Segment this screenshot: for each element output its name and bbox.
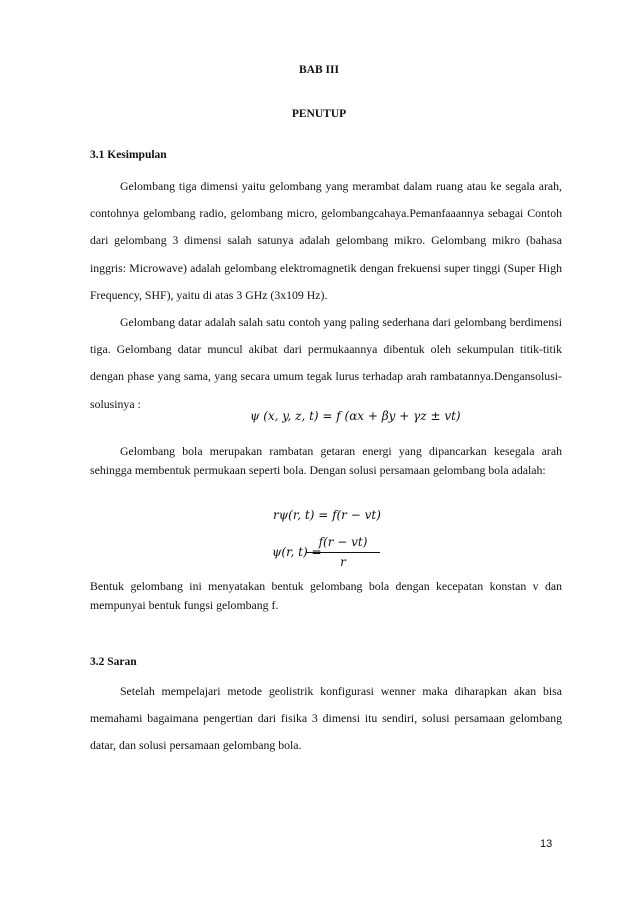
chapter-subtitle: PENUTUP — [291, 108, 347, 120]
section-heading-saran: 3.2 Saran — [90, 656, 137, 668]
page-number: 13 — [540, 838, 553, 850]
section-heading-kesimpulan: 3.1 Kesimpulan — [90, 149, 167, 161]
paragraph-bentuk-gelombang: Bentuk gelombang ini menyatakan bentuk gelombang bola dengan kecepatan konstan v dan mempunyai bentuk fungsi gelombang f. — [90, 579, 562, 612]
paragraph-gelombang-bola: Gelombang bola merupakan rambatan getaran energi yang dipancarkan kesegala arah sehingga membentuk permukaan seperti bola. Dengan solusi persamaan gelombang bola adalah: — [90, 444, 562, 477]
equation-plane-wave: ψ (x, y, z, t) = f (αx + βy + γz ± vt) — [250, 409, 461, 423]
equation-spherical-solution-fraction — [306, 535, 380, 575]
paragraph-gelombang-datar: Gelombang datar adalah salah satu contoh yang paling sederhana dari gelombang berdimensi tiga. Gelombang datar muncul akibat dari permukaannya dibentuk oleh sekumpulan titik-titik dengan phase yang sama, yang secara umum tegak lurus terhadap arah rambatannya.Dengansolusi-solusinya : — [90, 315, 562, 411]
equation-spherical-wave: rψ(r, t) = f(r − vt) — [273, 508, 381, 522]
fraction-bar — [306, 552, 380, 553]
fraction-denominator: r — [340, 555, 346, 569]
fraction-numerator: f(r − vt) — [318, 535, 368, 549]
equation-spherical-solution-lhs: ψ(r, t) = — [272, 545, 322, 559]
paragraph-saran: Setelah mempelajari metode geolistrik konfigurasi wenner maka diharapkan akan bisa memahami bagaimana pengertian dari fisika 3 dimensi itu sendiri, solusi persamaan gelombang datar, dan solusi persamaan gelombang bola. — [90, 684, 562, 753]
chapter-title: BAB III — [299, 64, 339, 76]
paragraph-gelombang-tiga-dimensi: Gelombang tiga dimensi yaitu gelombang yang merambat dalam ruang atau ke segala arah, contohnya gelombang radio, gelombang micro, gelombangcahaya.Pemanfaaannya sebagai Contoh dari gelombang 3 dimensi salah satunya adalah gelombang mikro. Gelombang mikro (bahasa inggris: Microwave) adalah gelombang elektromagnetik dengan frekuensi super tinggi (Super High Frequency, SHF), yaitu di atas 3 GHz (3x109 Hz). — [90, 179, 562, 302]
